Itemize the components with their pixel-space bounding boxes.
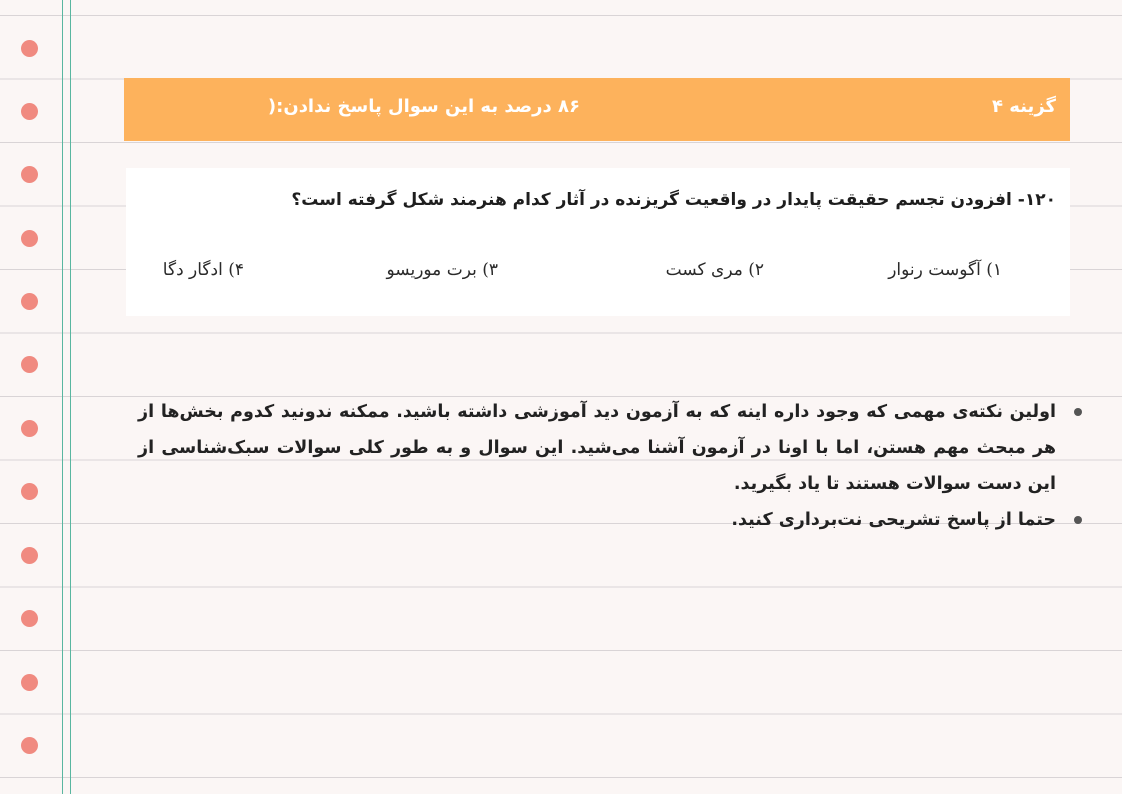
binder-hole: [21, 420, 38, 437]
answer-banner: [124, 78, 1070, 141]
tip-item: [138, 502, 1056, 538]
tip-item: [138, 394, 1056, 502]
binder-hole: [21, 166, 38, 183]
binder-hole: [21, 674, 38, 691]
binder-hole: [21, 40, 38, 57]
tips-list: [138, 394, 1084, 538]
bullet-icon: [1074, 516, 1082, 524]
binder-hole: [21, 293, 38, 310]
binder-hole: [21, 547, 38, 564]
unanswered-stat: ۸۶ درصد به این سوال پاسخ ندادن:(: [267, 96, 580, 117]
margin-line-right: [70, 0, 71, 794]
option-2: ۲) مری کست: [665, 260, 764, 280]
bullet-icon: [1074, 408, 1082, 416]
margin-line-left: [62, 0, 63, 794]
binder-hole: [21, 737, 38, 754]
binder-hole: [21, 483, 38, 500]
option-4: ۴) ادگار دگا: [162, 260, 244, 280]
question-card: [126, 168, 1070, 316]
tip-text: حتما از پاسخ تشریحی نت‌برداری کنید.: [731, 510, 1056, 530]
tip-text: اولین نکته‌ی مهمی که وجود داره اینه که به آزمون دید آموزشی داشته باشید. ممکنه ندونید کدوم بخش‌ها از هر مبحث مهم هستن، اما با اونا در آزمون آشنا می‌شید. این سوال و به طور کلی سوالات سبک‌شناسی از این دست سوالات هستند تا یاد بگیرید.: [138, 402, 1056, 494]
correct-answer-label: گزینه ۴: [992, 96, 1056, 117]
binder-hole: [21, 230, 38, 247]
binder-hole: [21, 356, 38, 373]
binder-hole: [21, 103, 38, 120]
question-text: ۱۲۰- افزودن تجسم حقیقت پایدار در واقعیت گریزنده در آثار کدام هنرمند شکل گرفته است؟: [291, 190, 1056, 210]
option-3: ۳) برت موریسو: [386, 260, 498, 280]
option-1: ۱) آگوست رنوار: [888, 260, 1002, 280]
binder-hole: [21, 610, 38, 627]
